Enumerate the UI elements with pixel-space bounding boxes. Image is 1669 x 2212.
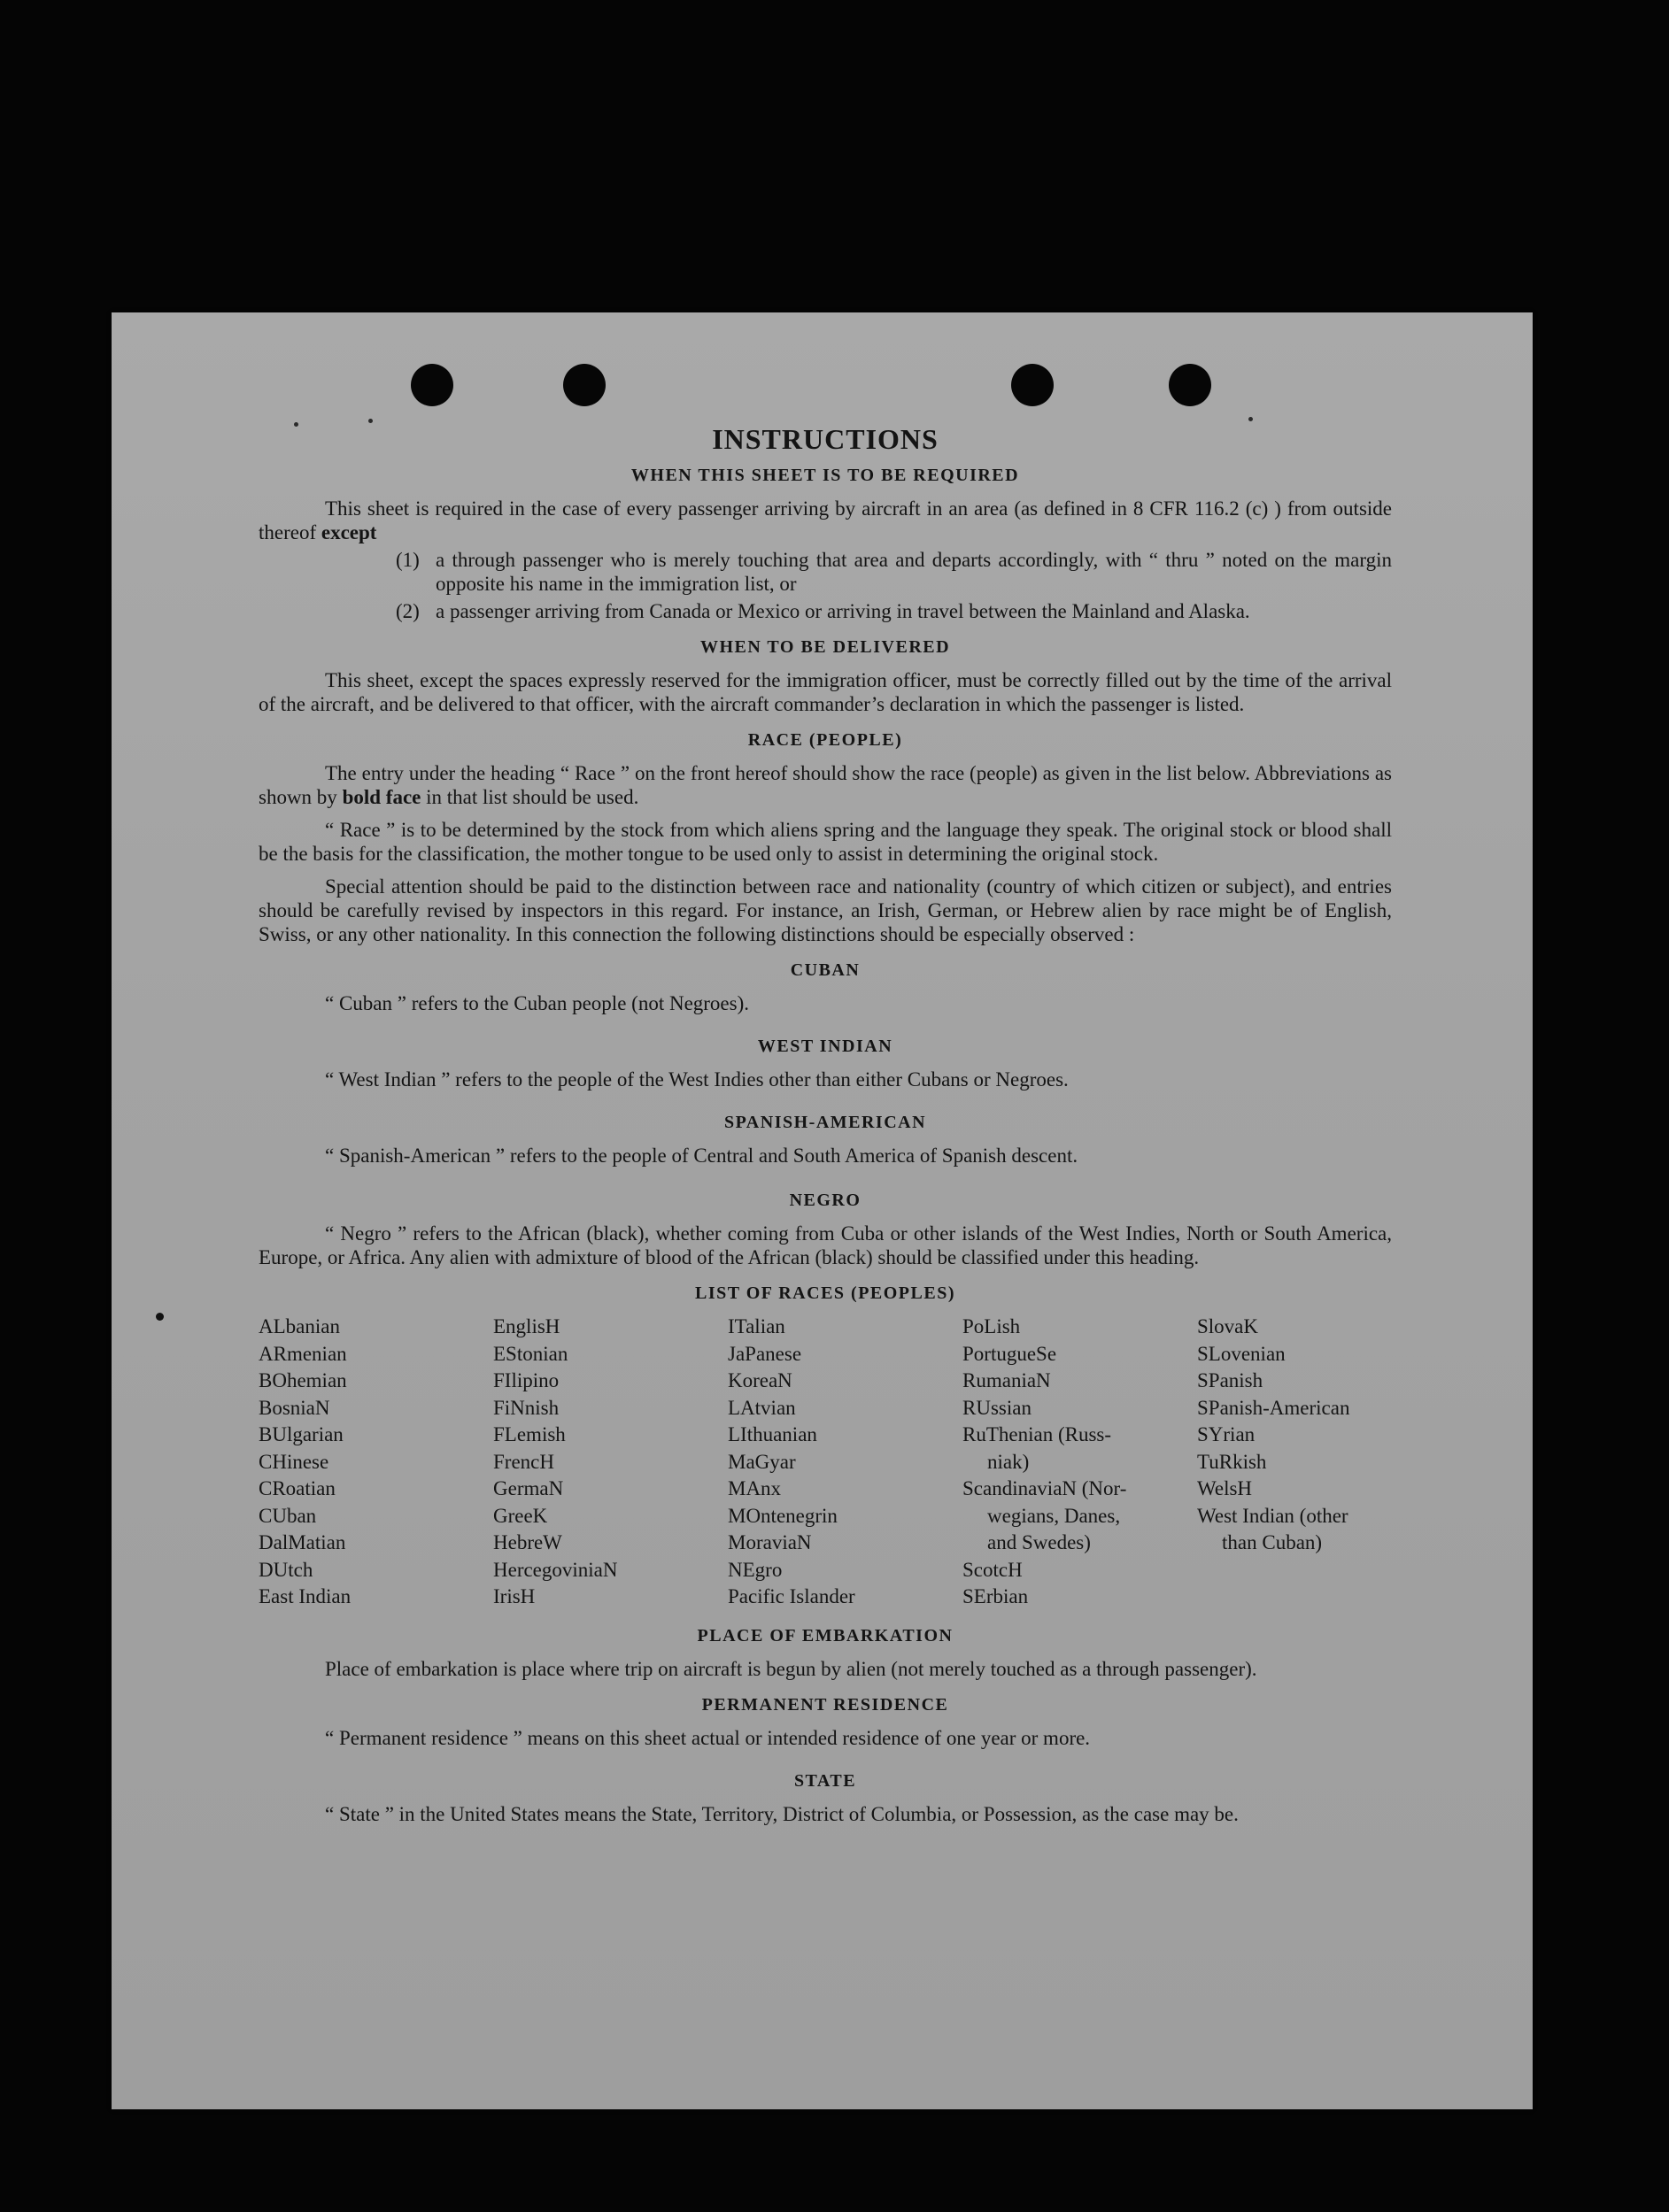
- race-entry: LAtvian: [728, 1396, 796, 1419]
- race-entry: EStonian: [493, 1342, 568, 1365]
- speck: [1248, 417, 1253, 421]
- section-heading-delivered: WHEN TO BE DELIVERED: [699, 637, 951, 657]
- exception-number: (1): [396, 549, 420, 571]
- race-entry: SLovenian: [1197, 1342, 1286, 1365]
- section-heading-races: LIST OF RACES (PEOPLES): [694, 1283, 955, 1303]
- race-paragraph-2: “ Race ” is to be determined by the stock from which aliens spring and the language they speak. The original stock or blood shall be the basis for the classification, the mother tongue to be used only to assist in determining the original stock.: [259, 819, 1392, 865]
- required-intro-text: This sheet is required in the case of every passenger arriving by aircraft in an area (as defined in 8 CFR 116.2 (c) ) from outside thereof: [259, 497, 1392, 543]
- race-entry: BUlgarian: [259, 1423, 344, 1445]
- race-entry: ALbanian: [259, 1315, 340, 1337]
- section-heading-state: STATE: [793, 1770, 857, 1791]
- race-entry: RUssian: [962, 1396, 1032, 1419]
- required-intro: [259, 497, 1392, 544]
- race-entry: BosniaN: [259, 1396, 330, 1419]
- speck: [294, 422, 298, 427]
- residence-text: “ Permanent residence ” means on this sheet actual or intended residence of one year or more.: [325, 1726, 1091, 1749]
- race-entry: MAnx: [728, 1477, 782, 1499]
- race-entry: SPanish-American: [1197, 1396, 1350, 1419]
- race-entry: wegians, Danes,: [987, 1504, 1121, 1527]
- exception-text: a passenger arriving from Canada or Mexico or arriving in travel between the Mainland and Alaska.: [436, 600, 1250, 622]
- race-entry: GreeK: [493, 1504, 548, 1527]
- race-entry: DalMatian: [259, 1531, 346, 1553]
- race-entry: Pacific Islander: [728, 1585, 855, 1607]
- embarkation-text: Place of embarkation is place where trip on aircraft is begun by alien (not merely touched as a through passenger).: [325, 1657, 1257, 1680]
- race-column: [493, 1314, 728, 1612]
- section-heading-west-indian: WEST INDIAN: [757, 1037, 893, 1056]
- speck: [368, 419, 373, 423]
- race-entry: PortugueSe: [962, 1342, 1057, 1365]
- race-entry: SErbian: [962, 1585, 1029, 1607]
- race-entry: NEgro: [728, 1558, 783, 1581]
- race-entry: MoraviaN: [728, 1531, 812, 1553]
- race-entry: ITalian: [728, 1315, 785, 1337]
- race-entry: West Indian (other: [1197, 1504, 1348, 1527]
- race-paragraph-1: [259, 761, 1392, 809]
- race-entry: FLemish: [493, 1423, 566, 1445]
- race-entry: SYrian: [1197, 1423, 1256, 1445]
- race-entry: JaPanese: [728, 1342, 802, 1365]
- exception-item: [396, 599, 1392, 623]
- race-entry: MaGyar: [728, 1450, 796, 1473]
- race-column: [962, 1314, 1197, 1612]
- race-entry: East Indian: [259, 1585, 352, 1607]
- race-entry: CUban: [259, 1504, 317, 1527]
- race-entry: KoreaN: [728, 1369, 792, 1391]
- section-heading-residence: PERMANENT RESIDENCE: [701, 1694, 949, 1715]
- section-heading-required: WHEN THIS SHEET IS TO BE REQUIRED: [630, 466, 1020, 485]
- section-heading-embarkation: PLACE OF EMBARKATION: [697, 1625, 954, 1646]
- race-entry: HercegoviniaN: [493, 1558, 618, 1581]
- race-entry: HebreW: [493, 1531, 562, 1553]
- race-entry: SlovaK: [1197, 1315, 1258, 1337]
- race-paragraph-1-text: The entry under the heading “ Race ” on the front hereof should show the race (people) as given in the list below. Abbreviations as shown by: [259, 762, 1392, 808]
- race-list: [259, 1314, 1392, 1612]
- race-entry: CRoatian: [259, 1477, 336, 1499]
- race-entry: LIthuanian: [728, 1423, 817, 1445]
- section-heading-cuban: CUBAN: [790, 960, 861, 980]
- race-entry: EnglisH: [493, 1315, 560, 1337]
- race-entry: than Cuban): [1222, 1531, 1323, 1553]
- race-entry: RuThenian (Russ-: [962, 1423, 1112, 1445]
- race-entry: MOntenegrin: [728, 1504, 838, 1527]
- punch-hole: [1011, 364, 1054, 406]
- exception-item: [396, 548, 1392, 596]
- race-entry: ScandinaviaN (Nor-: [962, 1477, 1127, 1499]
- race-paragraph-1-keyword: bold face: [342, 786, 421, 808]
- race-entry: TuRkish: [1197, 1450, 1267, 1473]
- race-entry: SPanish: [1197, 1369, 1263, 1391]
- instructions-body: [259, 423, 1392, 1826]
- race-entry: RumaniaN: [962, 1369, 1051, 1391]
- race-entry: and Swedes): [987, 1531, 1091, 1553]
- race-column: [259, 1314, 493, 1612]
- speck: [156, 1313, 164, 1321]
- race-entry: IrisH: [493, 1585, 536, 1607]
- delivered-text: This sheet, except the spaces expressly reserved for the immigration officer, must be correctly filled out by the time of the arrival of the aircraft, and be delivered to that officer, with the aircraft commander’s declaration in which the passenger is listed.: [259, 669, 1392, 715]
- race-entry: CHinese: [259, 1450, 329, 1473]
- punch-hole: [411, 364, 453, 406]
- cuban-text: “ Cuban ” refers to the Cuban people (not Negroes).: [325, 992, 750, 1014]
- exception-number: (2): [396, 600, 420, 622]
- required-intro-keyword: except: [321, 521, 377, 543]
- page-title: INSTRUCTIONS: [712, 423, 939, 455]
- race-column: [728, 1314, 962, 1612]
- race-entry: FrencH: [493, 1450, 554, 1473]
- section-heading-spanish-american: SPANISH-AMERICAN: [723, 1113, 927, 1132]
- document-sheet: [112, 312, 1533, 2109]
- race-entry: niak): [987, 1450, 1030, 1473]
- section-heading-race: RACE (PEOPLE): [747, 730, 903, 750]
- race-entry: ARmenian: [259, 1342, 347, 1365]
- race-entry: WelsH: [1197, 1477, 1253, 1499]
- section-heading-negro: NEGRO: [789, 1191, 862, 1210]
- race-entry: FiNnish: [493, 1396, 560, 1419]
- west-indian-text: “ West Indian ” refers to the people of the West Indies other than either Cubans or Negroes.: [325, 1068, 1069, 1091]
- race-entry: FIlipino: [493, 1369, 560, 1391]
- state-text: “ State ” in the United States means the State, Territory, District of Columbia, or Possession, as the case may be.: [325, 1802, 1239, 1825]
- race-entry: PoLish: [962, 1315, 1021, 1337]
- race-column: [1197, 1314, 1432, 1612]
- race-paragraph-3: Special attention should be paid to the distinction between race and nationality (country of which citizen or subject), and entries should be carefully revised by inspectors in this regard. For instance, an Irish, German, or Hebrew alien by race might be of English, Swiss, or any other nationality. In this connection the following distinctions should be especially observed :: [259, 875, 1392, 945]
- race-entry: GermaN: [493, 1477, 564, 1499]
- exception-text: a through passenger who is merely touching that area and departs accordingly, with “ thru ” noted on the margin opposite his name in the immigration list, or: [436, 549, 1392, 595]
- negro-text: “ Negro ” refers to the African (black), whether coming from Cuba or other islands of the West Indies, North or South America, Europe, or Africa. Any alien with admixture of blood of the African (black) should be classified under this heading.: [259, 1222, 1392, 1268]
- race-paragraph-1-text-end: in that list should be used.: [426, 786, 639, 808]
- race-entry: DUtch: [259, 1558, 313, 1581]
- punch-hole: [1169, 364, 1211, 406]
- race-entry: ScotcH: [962, 1558, 1023, 1581]
- punch-hole: [563, 364, 606, 406]
- race-entry: BOhemian: [259, 1369, 347, 1391]
- spanish-american-text: “ Spanish-American ” refers to the people of Central and South America of Spanish descent.: [325, 1145, 1078, 1167]
